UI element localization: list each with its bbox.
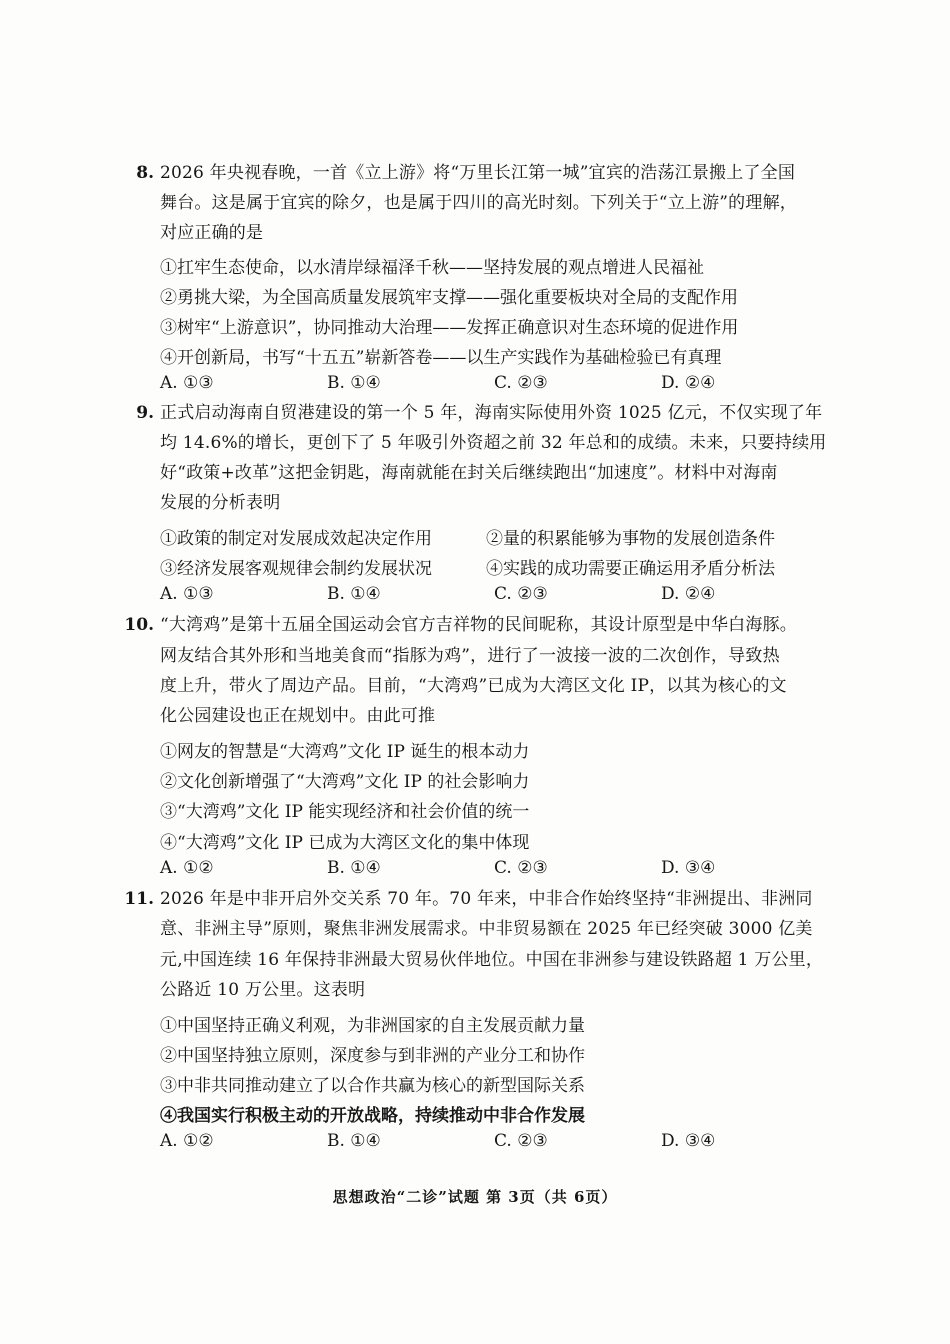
statement-4: ④“大湾鸡”文化 IP 已成为大湾区文化的集中体现 [160,833,530,853]
choice-c[interactable]: C. ②③ [494,584,548,604]
choice-a[interactable]: A. ①② [160,1131,214,1151]
statement-3: ③“大湾鸡”文化 IP 能实现经济和社会价值的统一 [160,802,530,822]
statement-4: ④我国实行积极主动的开放战略，持续推动中非合作发展 [160,1106,585,1126]
question-number: 9. [136,403,154,423]
stem-line: 正式启动海南自贸港建设的第一个 5 年，海南实际使用外资 1025 亿元，不仅实现了年 [160,403,823,423]
statement-1: ①中国坚持正确义利观，为非洲国家的自主发展贡献力量 [160,1016,585,1036]
statement-3: ③经济发展客观规律会制约发展状况 [160,559,432,579]
question-number: 10. [124,615,154,635]
choice-d[interactable]: D. ③④ [661,1131,716,1151]
choice-b[interactable]: B. ①④ [327,584,381,604]
stem-line: 好“政策+改革”这把金钥匙，海南就能在封关后继续跑出“加速度”。材料中对海南 [160,463,778,483]
statement-3: ③中非共同推动建立了以合作共赢为核心的新型国际关系 [160,1076,585,1096]
stem-line: 均 14.6%的增长，更创下了 5 年吸引外资超之前 32 年总和的成绩。未来，只要持续用 [160,433,827,453]
choice-a[interactable]: A. ①③ [160,584,214,604]
stem-line: 元,中国连续 16 年保持非洲最大贸易伙伴地位。中国在非洲参与建设铁路超 1 万公里， [160,950,824,970]
stem-line: “大湾鸡”是第十五届全国运动会官方吉祥物的民间昵称，其设计原型是中华白海豚。 [160,615,797,635]
question-number: 11. [124,889,154,909]
statement-4: ④实践的成功需要正确运用矛盾分析法 [486,559,775,579]
stem-line: 舞台。这是属于宜宾的除夕，也是属于四川的高光时刻。下列关于“立上游”的理解， [160,193,797,213]
choice-d[interactable]: D. ②④ [661,373,716,393]
statement-1: ①政策的制定对发展成效起决定作用 [160,529,432,549]
stem-line: 2026 年央视春晚，一首《立上游》将“万里长江第一城”宜宾的浩荡江景搬上了全国 [160,163,796,183]
stem-line: 度上升，带火了周边产品。目前，“大湾鸡”已成为大湾区文化 IP，以其为核心的文 [160,676,787,696]
choice-a[interactable]: A. ①② [160,858,214,878]
stem-line: 化公园建设也正在规划中。由此可推 [160,706,436,726]
choice-a[interactable]: A. ①③ [160,373,214,393]
choice-c[interactable]: C. ②③ [494,373,548,393]
stem-line: 网友结合其外形和当地美食而“指豚为鸡”，进行了一波接一波的二次创作，导致热 [160,646,780,666]
choice-b[interactable]: B. ①④ [327,1131,381,1151]
statement-2: ②勇挑大梁，为全国高质量发展筑牢支撑——强化重要板块对全局的支配作用 [160,288,738,308]
stem-line: 发展的分析表明 [160,493,281,513]
statement-2: ②量的积累能够为事物的发展创造条件 [486,529,775,549]
choice-d[interactable]: D. ③④ [661,858,716,878]
statement-1: ①扛牢生态使命，以水清岸绿福泽千秋——坚持发展的观点增进人民福祉 [160,258,704,278]
choice-d[interactable]: D. ②④ [661,584,716,604]
choice-b[interactable]: B. ①④ [327,858,381,878]
stem-line: 2026 年是中非开启外交关系 70 年。70 年来，中非合作始终坚持“非洲提出、非洲同 [160,889,813,909]
statement-4: ④开创新局，书写“十五五”崭新答卷——以生产实践作为基础检验已有真理 [160,348,722,368]
statement-1: ①网友的智慧是“大湾鸡”文化 IP 诞生的根本动力 [160,742,530,762]
stem-line: 意、非洲主导”原则，聚焦非洲发展需求。中非贸易额在 2025 年已经突破 3000 亿美 [160,919,813,939]
question-number: 8. [136,163,154,183]
choice-c[interactable]: C. ②③ [494,858,548,878]
statement-2: ②中国坚持独立原则，深度参与到非洲的产业分工和协作 [160,1046,585,1066]
choice-b[interactable]: B. ①④ [327,373,381,393]
statement-2: ②文化创新增强了“大湾鸡”文化 IP 的社会影响力 [160,772,530,792]
statement-3: ③树牢“上游意识”，协同推动大治理——发挥正确意识对生态环境的促进作用 [160,318,739,338]
stem-line: 公路近 10 万公里。这表明 [160,980,366,1000]
stem-line: 对应正确的是 [160,223,264,243]
page-footer: 思想政治“二诊”试题 第 3页（共 6页） [332,1188,618,1206]
choice-c[interactable]: C. ②③ [494,1131,548,1151]
